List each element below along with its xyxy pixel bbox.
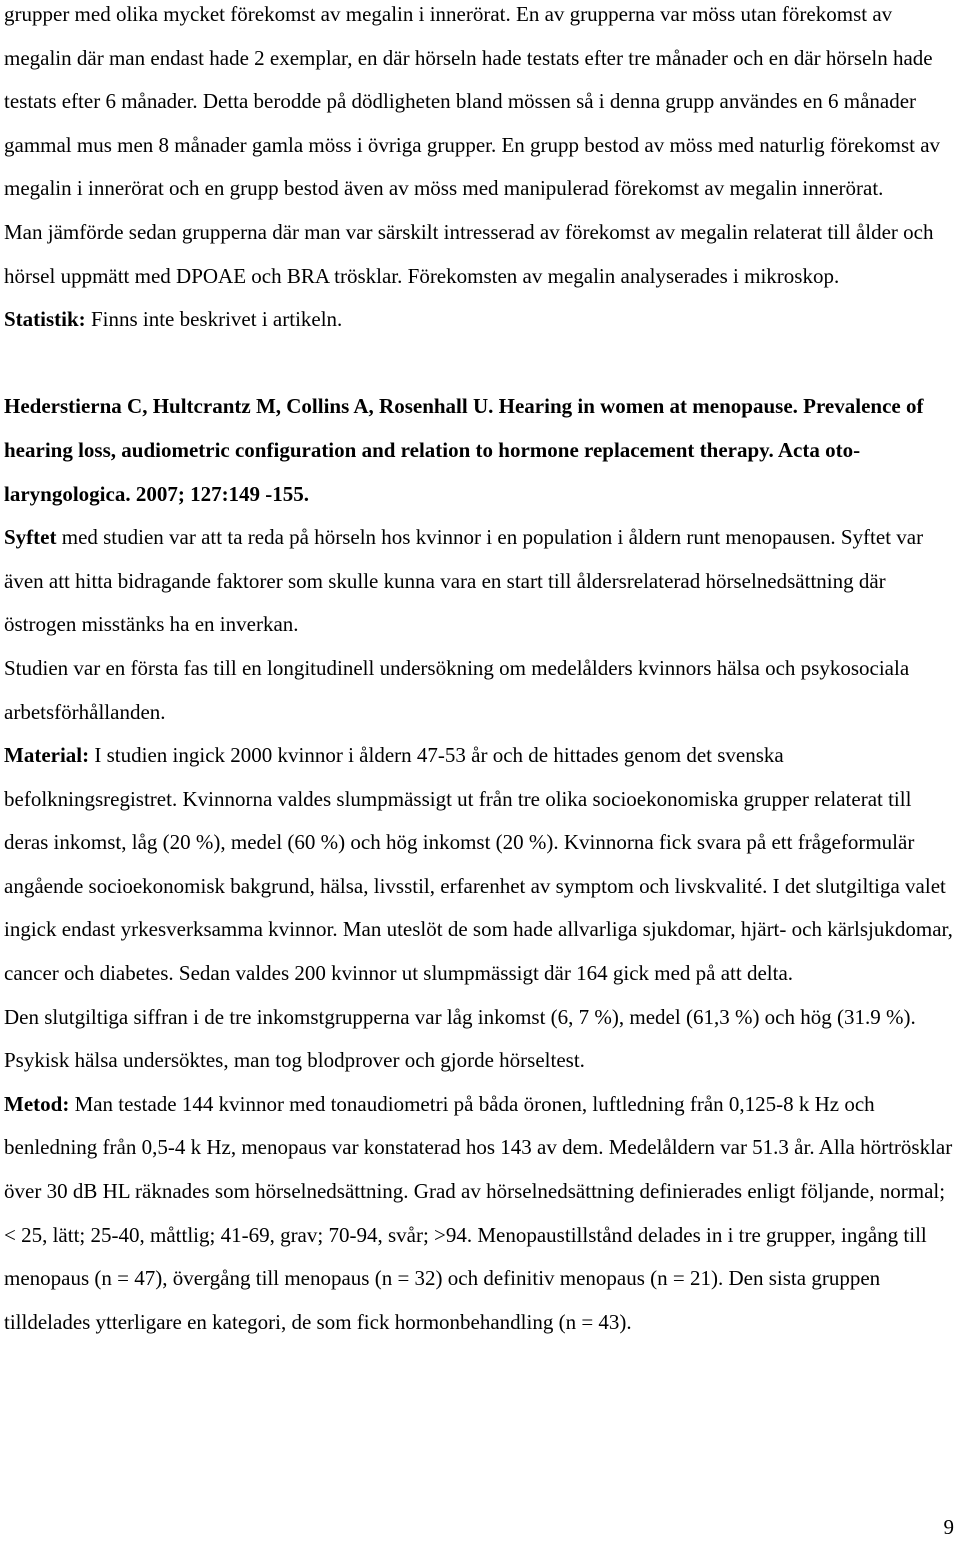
material-text: I studien ingick 2000 kvinnor i åldern 47-53 år och de hittades genom det svenska befolkningsregistret. Kvinnorna valdes slumpmässigt ut från tre olika socioekonomiska grupper relaterat till deras inkomst, låg (20 %), medel (60 %) och hög inkomst (20 %). Kvinnorna fick svara på ett frågeformulär angående socioekonomisk bakgrund, hälsa, livsstil, erfarenhet av symptom och livskvalité. I det slutgiltiga valet ingick endast yrkesverksamma kvinnor. Man uteslöt de som hade allvarliga sjukdomar, hjärt- och kärlsjukdomar, cancer och diabetes. Sedan valdes 200 kvinnor ut slumpmässigt där 164 gick med på att delta. (4, 743, 953, 986)
study-phase-paragraph: Studien var en första fas till en longitudinell undersökning om medelålders kvinnors hälsa och psykosociala arbetsförhållanden. (4, 655, 910, 724)
document-body (4, 0, 956, 1344)
reference-heading: Hederstierna C, Hultcrantz M, Collins A, Rosenhall U. Hearing in women at menopause. Prevalence of hearing loss, audiometric configuration and relation to hormone replacement therapy. Acta oto-laryngologica. 2007; 127:149 -155. (4, 394, 924, 506)
intro-paragraph: grupper med olika mycket förekomst av megalin i innerörat. En av grupperna var möss utan förekomst av megalin där man endast hade 2 exemplar, en där hörseln hade testats efter tre månader och en där hörseln hade testats efter 6 månader. Detta berodde på dödligheten bland mössen så i denna grupp användes en 6 månader gammal mus men 8 månader gamla möss i övriga grupper. En grupp bestod av möss med naturlig förekomst av megalin i innerörat och en grupp bestod även av möss med manipulerad förekomst av megalin innerörat. (4, 2, 941, 201)
material-label: Material: (4, 743, 90, 768)
statistik-paragraph (4, 298, 956, 342)
metod-label: Metod: (4, 1091, 70, 1116)
section-gap (4, 342, 956, 386)
final-figure-paragraph: Den slutgiltiga siffran i de tre inkomstgrupperna var låg inkomst (6, 7 %), medel (61,3 %) och hög (31.9 %). Psykisk hälsa undersöktes, man tog blodprover och gjorde hörseltest. (4, 1004, 916, 1073)
comparison-paragraph: Man jämförde sedan grupperna där man var särskilt intresserad av förekomst av megalin relaterat till ålder och hörsel uppmätt med DPOAE och BRA trösklar. Förekomsten av megalin analyserades i mikroskop. (4, 219, 934, 288)
syftet-text: med studien var att ta reda på hörseln hos kvinnor i en population i åldern runt menopausen. Syftet var även att hitta bidragande faktorer som skulle kunna vara en start till åldersrelaterad hörselnedsättning där östrogen misstänks ha en inverkan. (4, 525, 924, 637)
statistik-text: Finns inte beskrivet i artikeln. (85, 307, 343, 332)
syftet-paragraph (4, 516, 956, 647)
statistik-label: Statistik: (4, 307, 86, 332)
metod-text: Man testade 144 kvinnor med tonaudiometri på båda öronen, luftledning från 0,125-8 k Hz och benledning från 0,5-4 k Hz, menopaus var konstaterad hos 143 av dem. Medelåldern var 51.3 år. Alla hörtrösklar över 30 dB HL räknades som hörselnedsättning. Grad av hörselnedsättning definierades enligt följande, normal; < 25, lätt; 25-40, måttlig; 41-69, grav; 70-94, svår; >94. Menopaustillstånd delades in i tre grupper, ingång till menopaus (n = 47), övergång till menopaus (n = 32) och definitiv menopaus (n = 21). Den sista gruppen tilldelades ytterligare en kategori, de som fick hormonbehandling (n = 43). (4, 1091, 953, 1334)
page-number: 9 (943, 1515, 954, 1539)
metod-paragraph (4, 1083, 956, 1345)
syftet-label: Syftet (4, 525, 57, 550)
material-paragraph (4, 734, 956, 996)
